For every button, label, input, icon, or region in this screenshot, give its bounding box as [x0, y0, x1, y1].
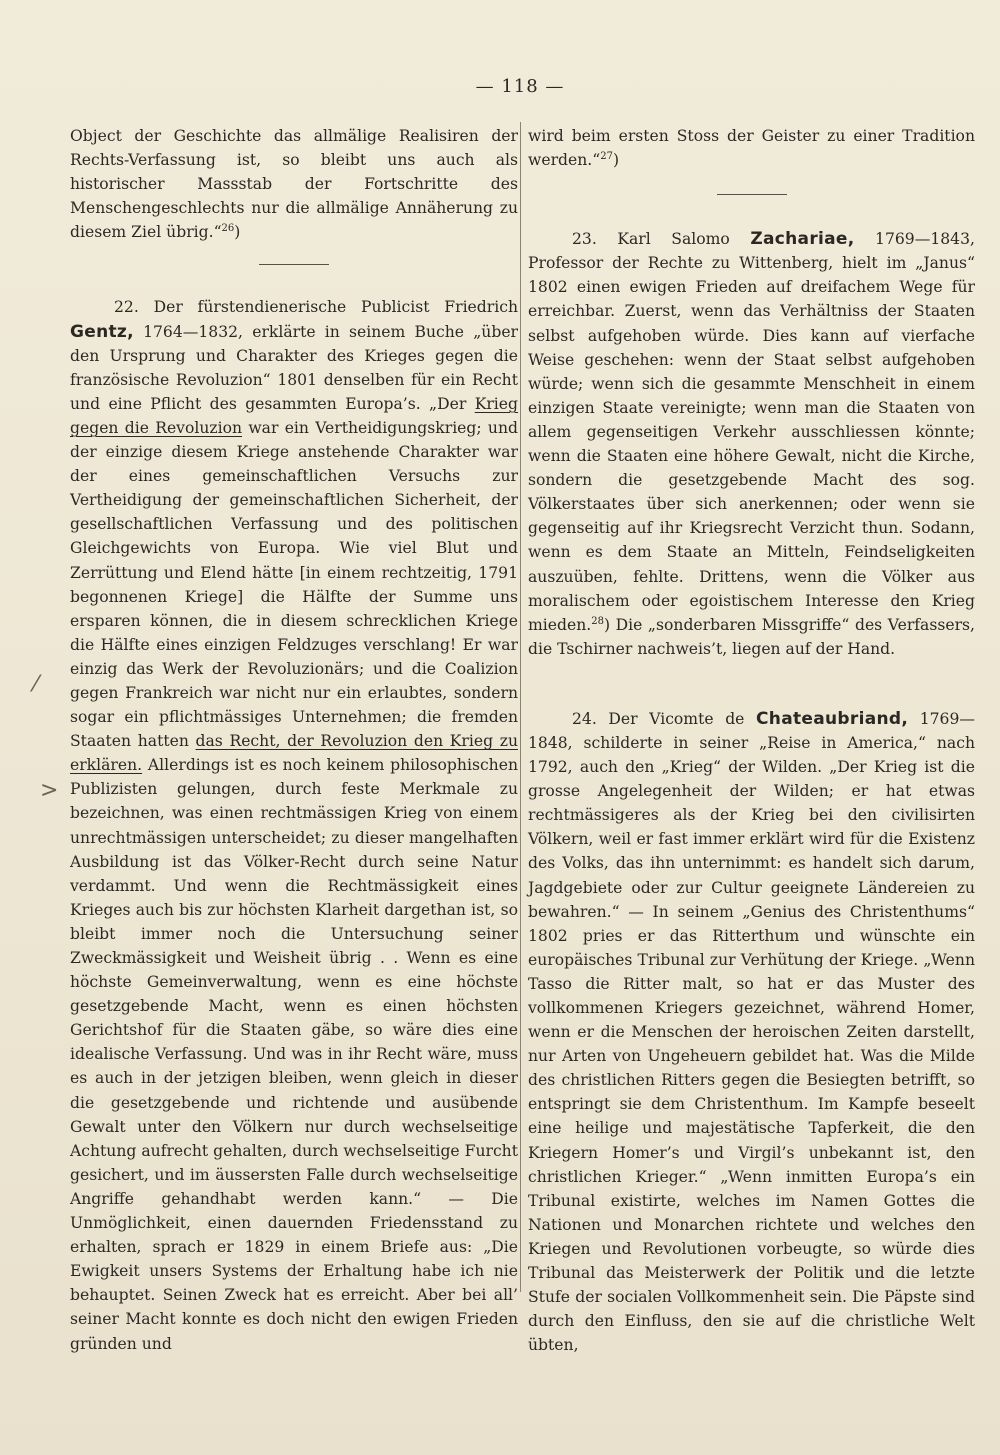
column-divider	[520, 122, 521, 1292]
margin-arrow-mark: >	[40, 778, 59, 803]
footnote-ref: 26	[221, 223, 235, 235]
left-column	[70, 124, 518, 1356]
person-name: Zachariae,	[750, 229, 855, 250]
paragraph-continuation	[70, 124, 518, 244]
footnote-ref: 28	[591, 615, 604, 627]
paragraph-text: Object der Geschichte das allmälige Realisiren der Rechts-Verfassung ist, so bleibt uns auch als historischer Massstab der Fortschritte des Menschengeschlechts nur die allmälige Annäherung zu diesem Ziel übrig.“	[70, 127, 518, 242]
footnote-ref: 27	[600, 150, 613, 162]
paragraph-section-22	[70, 295, 518, 1355]
underlined-phrase: Krieg gegen die Revoluzion	[70, 394, 519, 437]
section-separator	[259, 264, 329, 265]
paragraph-text: )	[234, 223, 241, 242]
paragraph-text: ) Die „sonderbaren Missgriffe“ des Verfassers, die Tschirner nachweis’t, liegen auf der Hand.	[528, 615, 975, 658]
paragraph-text: wird beim ersten Stoss der Geister zu einer Tradition werden.“	[528, 127, 975, 170]
section-number: 23.	[572, 230, 597, 249]
section-separator	[717, 194, 787, 195]
person-name: Chateaubriand,	[756, 708, 909, 729]
section-number: 24.	[572, 709, 597, 728]
paragraph-text: war ein Vertheidigungskrieg; und der einzige diesem Kriege anstehende Charakter war der eines gemeinschaftlichen Versuchs zur Vertheidigung der gemeinschaftlichen Sicherheit, der gesellschaftlichen Verfassung und des politischen Gleichgewichts von Europa. Wie viel Blut und Zerrüttung und Elend hätte [in einem rechtzeitig, 1791 begonnenen Kriege] die Hälfte der Summe uns ersparen können, die in diesem schrecklichen Kriege die Hälfte eines einzigen Feldzuges verschlang! Er war einzig das Werk der Revoluzionärs; und die Coalizion gegen Frankreich war nicht nur ein erlaubtes, sondern sogar ein pflichtmässiges Unternehmen; die fremden Staaten hatten	[70, 418, 518, 751]
paragraph-text: Der fürstendienerische Publicist Friedrich	[153, 298, 518, 317]
paragraph-text: Der Vicomte de	[608, 709, 745, 728]
underlined-phrase: das Recht, der Revoluzion den Krieg zu erklären.	[70, 732, 518, 775]
paragraph-section-24	[528, 707, 975, 1358]
page-number: — 118 —	[475, 76, 565, 97]
paragraph-text: 1764—1832, erklärte in seinem Buche „über den Ursprung und Charakter des Krieges gegen die französische Revoluzion“ 1801 denselben für ein Recht und eine Pflicht des gesammten Europa’s. „Der	[70, 322, 518, 413]
paragraph-text: 1769—1843, Professor der Rechte zu Wittenberg, hielt im „Janus“ 1802 einen ewigen Frieden auf dreifachem Wege für erreichbar. Zuerst, wenn das Verhältniss der Staaten selbst aufgehoben würde. Dies kann auf vierfache Weise geschehen: wenn der Staat selbst aufgehoben würde; wenn sich die gesammte Menschheit in einem einzigen Staate vereinigte; wenn man die Staaten von allem gegenseitigen Verkehr ausschliessen könnte; wenn die Staaten eine höhere Gewalt, nicht die Kirche, sondern die gesetzgebende Macht des sog. Völkerstaates über sich anerkennen; oder wenn sie gegenseitig auf ihr Kriegsrecht Verzicht thun. Sodann, wenn es dem Staate an Mitteln, Feindseligkeiten auszuüben, fehlte. Drittens, wenn die Völker aus moralischem oder egoistischem Interesse den Krieg mieden.	[528, 230, 975, 634]
paragraph-text: 1769—1848, schilderte in seiner „Reise in America,“ nach 1792, auch den „Krieg“ der Wilden. „Der Krieg ist die grosse Angelegenheit der Wilden; er hat etwas rechtmässigeres als der Krieg bei den civilisirten Völkern, weil er fast immer erklärt wird für die Existenz des Volks, das ihn unternimmt: es handelt sich darum, Jagdgebiete oder zur Cultur geeignete Ländereien zu bewahren.“ — In seinem „Genius des Christenthums“ 1802 pries er das Ritterthum und wünschte ein europäisches Tribunal zur Verhütung der Kriege. „Wenn Tasso die Ritter malt, so hat er das Muster des vollkommenen Kriegers gezeichnet, während Homer, wenn er die Menschen der heroischen Zeiten darstellt, nur Arten von Ungeheuern gebildet hat. Was die Milde des christlichen Ritters gegen die Besiegten betrifft, so entspringt sie dem Christenthum. Im Kampfe beseelt eine heilige und majestätische Tapferkeit, die den Kriegern Homer’s und Virgil’s unbekannt ist, den christlichen Krieger.“ „Wenn inmitten Europa’s ein Tribunal existirte, welches im Namen Gottes die Nationen und Monarchen richtete und welches den Kriegen und Revolutionen vorbeugte, so würde dies Tribunal das Meisterwerk der Politik und die letzte Stufe der socialen Vollkommenheit sein. Die Päpste sind durch den Einfluss, den sie auf die christliche Welt übten,	[528, 709, 975, 1355]
section-number: 22.	[114, 298, 139, 317]
paragraph-text: )	[612, 151, 620, 170]
margin-pencil-mark: ⁄	[34, 672, 38, 697]
paragraph-text: Allerdings ist es noch keinem philosophischen Publizisten gelungen, durch feste Merkmale zu bezeichnen, was einen rechtmässigen Krieg von einem unrechtmässigen unterscheidet; zu dieser mangelhaften Ausbildung ist das Völker-Recht durch seine Natur verdammt. Und wenn die Rechtmässigkeit eines Krieges auch bis zur höchsten Klarheit dargethan ist, so bleibt immer noch die Untersuchung seiner Zweckmässigkeit und Weisheit übrig . . Wenn es eine höchste Gemeinverwaltung, wenn es eine höchste gesetzgebende Macht, wenn es einen höchsten Gerichtshof für die Staaten gäbe, so wäre dies eine idealische Verfassung. Und was in ihr Recht wäre, muss es auch in der jetzigen bleiben, wenn gleich in dieser die gesetzgebende und richtende und ausübende Gewalt unter den Völkern nur durch wechselseitige Achtung aufrecht gehalten, durch wechselseitige Furcht gesichert, und im äussersten Falle durch wechselseitige Angriffe gehandhabt werden kann.“ — Die Unmöglichkeit, einen dauernden Friedensstand zu erhalten, sprach er 1829 in einem Briefe aus: „Die Ewigkeit unsers Systems der Erhaltung habe ich nie behauptet. Seinen Zweck hat es erreicht. Aber bei all’ seiner Macht konnte es doch nicht den ewigen Frieden gründen und	[70, 756, 518, 1353]
section-gap	[528, 661, 975, 707]
paragraph-section-23	[528, 227, 975, 661]
paragraph-continuation	[528, 124, 975, 172]
right-column	[528, 124, 975, 1357]
person-name: Gentz,	[70, 321, 134, 342]
paragraph-text: Karl Salomo	[617, 230, 730, 249]
